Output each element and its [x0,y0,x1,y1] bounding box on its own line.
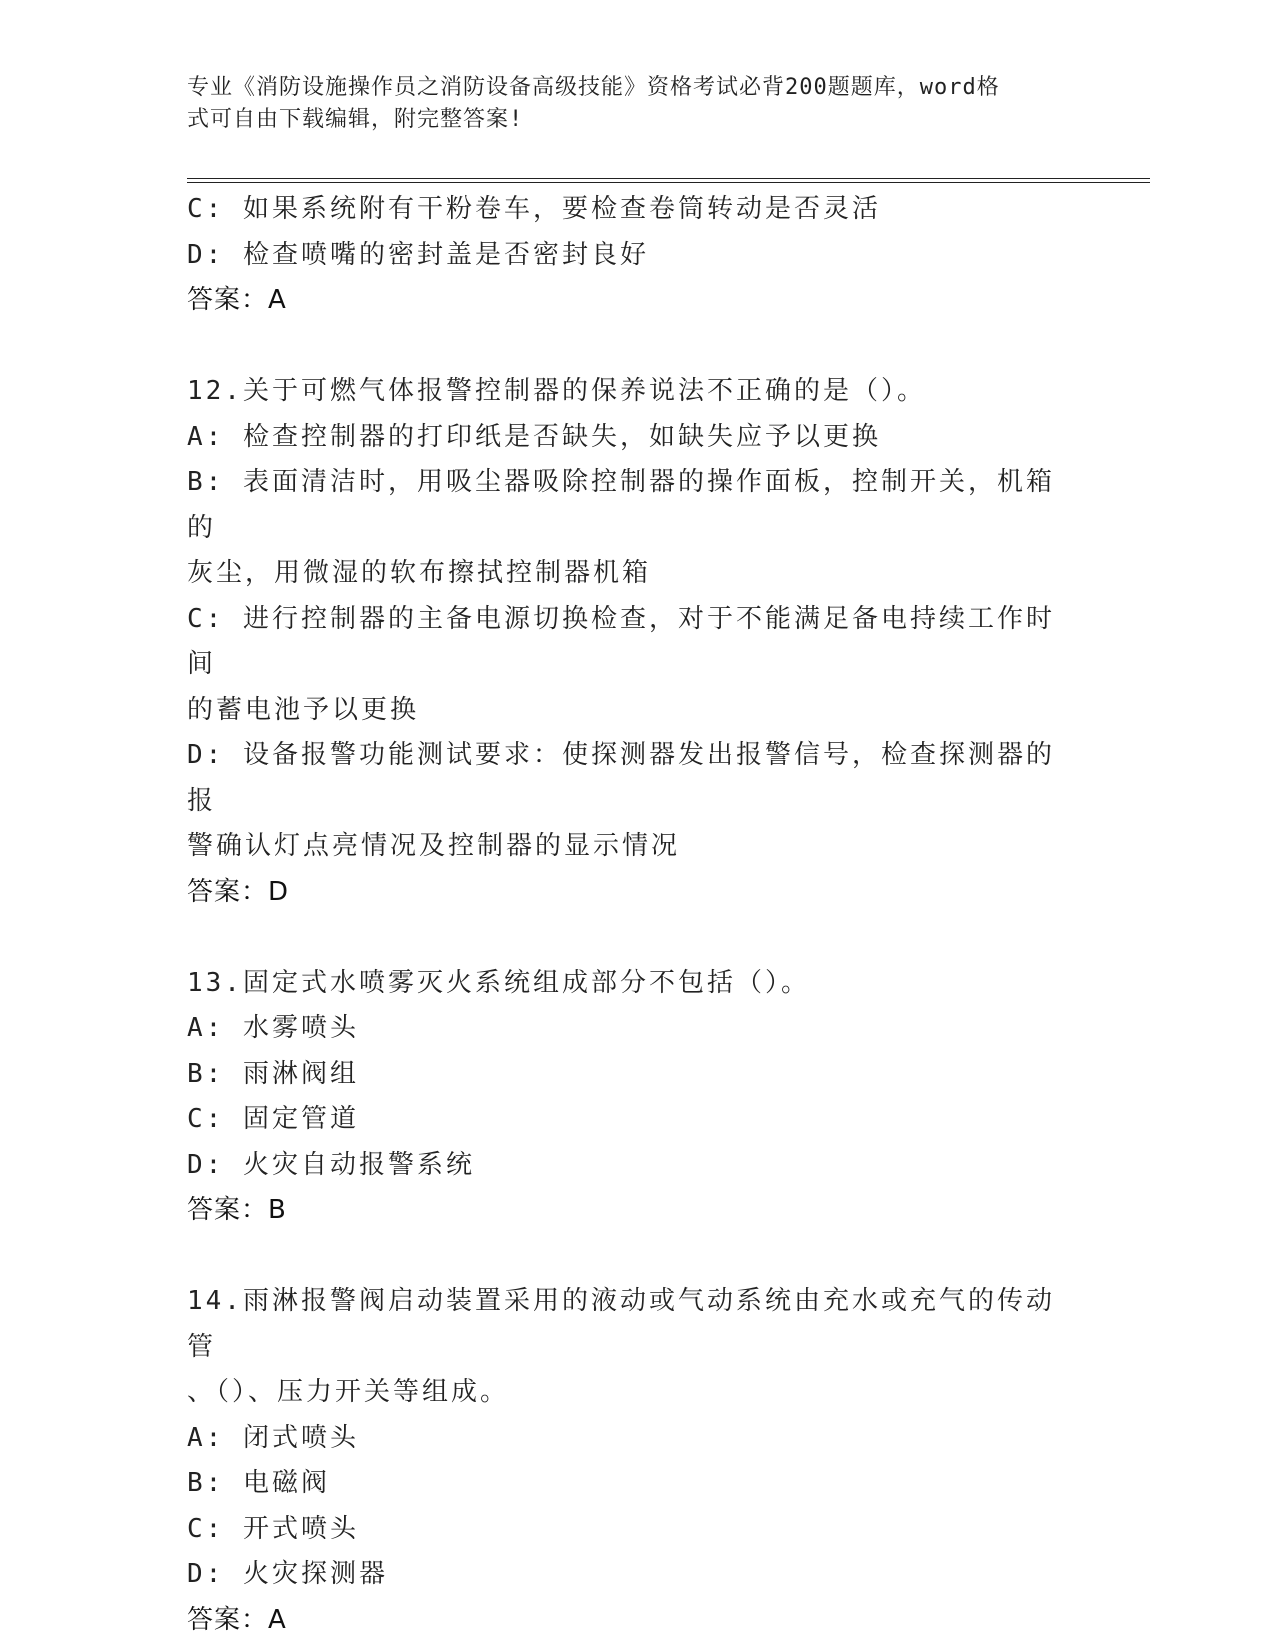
question-11-tail [187,187,1067,324]
question-content [187,187,1067,1643]
q12-stem: 12.关于可燃气体报警控制器的保养说法不正确的是（）。 [187,376,926,406]
header-double-rule [187,178,1150,183]
q14-stem-line-1: 14.雨淋报警阀启动装置采用的液动或气动系统由充水或充气的传动管 [187,1286,1055,1362]
q13-option-d: D: 火灾自动报警系统 [187,1149,475,1180]
q12-option-d-line-1: D: 设备报警功能测试要求：使探测器发出报警信号，检查探测器的报 [187,740,1055,816]
question-14 [187,1279,1067,1643]
q14-stem-line-2: 、（）、压力开关等组成。 [187,1377,510,1407]
q13-option-b: B: 雨淋阀组 [187,1058,359,1089]
header-line-1: 专业《消防设施操作员之消防设备高级技能》资格考试必背200题题库，word格 [187,75,1000,100]
q12-option-d-line-2: 警确认灯点亮情况及控制器的显示情况 [187,831,681,861]
q12-answer: 答案：D [187,876,290,907]
q14-option-b: B: 电磁阀 [187,1468,330,1498]
q11-option-c: C: 如果系统附有干粉卷车，要检查卷筒转动是否灵活 [187,194,881,224]
q13-option-c: C: 固定管道 [187,1104,359,1134]
q13-stem: 13.固定式水喷雾灭火系统组成部分不包括（）。 [187,967,810,998]
q13-answer: 答案：B [187,1195,287,1225]
q14-option-d: D: 火灾探测器 [187,1559,388,1589]
q14-option-c: C: 开式喷头 [187,1513,359,1544]
q11-answer: 答案：A [187,285,287,315]
q11-option-d: D: 检查喷嘴的密封盖是否密封良好 [187,239,649,270]
header-line-2: 式可自由下载编辑，附完整答案! [187,107,524,132]
question-12 [187,369,1067,915]
q12-option-c-line-2: 的蓄电池予以更换 [187,694,420,725]
document-header [187,72,1067,136]
spacer [187,915,1067,961]
q12-option-b-line-1: B: 表面清洁时，用吸尘器吸除控制器的操作面板，控制开关，机箱的 [187,467,1055,543]
spacer [187,1234,1067,1280]
q12-option-c-line-1: C: 进行控制器的主备电源切换检查，对于不能满足备电持续工作时间 [187,603,1055,679]
q14-answer: 答案：A [187,1604,287,1635]
question-13 [187,961,1067,1234]
spacer [187,324,1067,370]
q14-option-a: A: 闭式喷头 [187,1422,359,1453]
q13-option-a: A: 水雾喷头 [187,1013,359,1043]
q12-option-b-line-2: 灰尘，用微湿的软布擦拭控制器机箱 [187,558,652,588]
q12-option-a: A: 检查控制器的打印纸是否缺失，如缺失应予以更换 [187,421,881,452]
